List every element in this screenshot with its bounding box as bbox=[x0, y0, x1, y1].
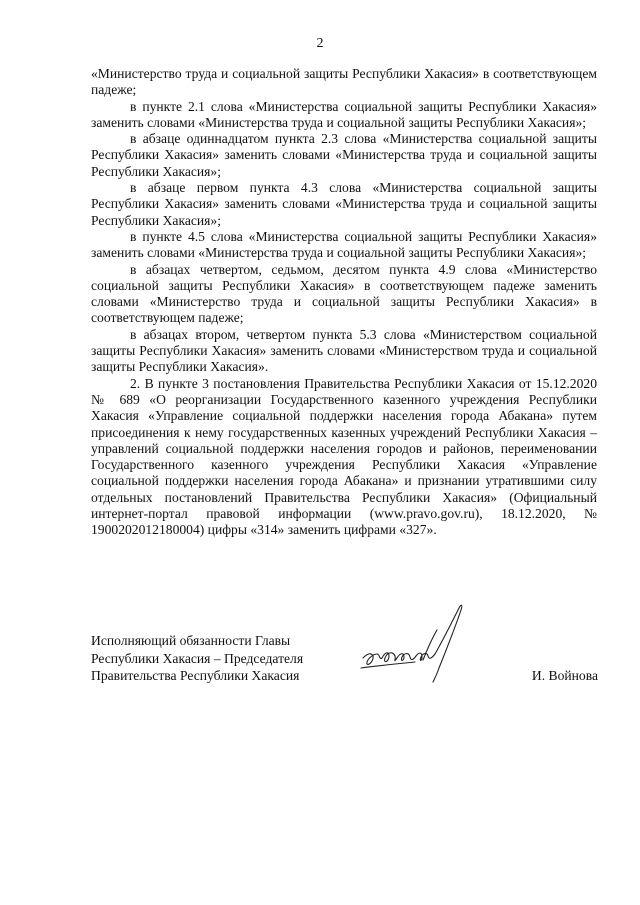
page-number: 2 bbox=[316, 36, 324, 51]
handwritten-signature bbox=[355, 596, 485, 691]
signatory-name: И. Войнова bbox=[531, 668, 598, 683]
paragraph-continuation: «Министерство труда и социальной защиты Республики Хакасия» в соответствующем падеже; bbox=[91, 66, 597, 98]
signatory-title-line: Правительства Республики Хакасия bbox=[91, 668, 300, 683]
paragraph: в абзацах втором, четвертом пункта 5.3 слова «Министерством социальной защиты Республики Хакасия» заменить словами «Министерством труда и социальной защиты Республики Хакасия». bbox=[91, 326, 597, 375]
signatory-title-line: Республики Хакасия – Председателя bbox=[91, 650, 304, 666]
signatory-title-line: Исполняющий обязанности Главы bbox=[91, 633, 291, 648]
paragraph: в пункте 2.1 слова «Министерства социальной защиты Республики Хакасия» заменить словами «Министерства труда и социальной защиты Республики Хакасия»; bbox=[91, 98, 597, 130]
paragraph: в пункте 4.5 слова «Министерства социальной защиты Республики Хакасия» заменить словами «Министерства труда и социальной защиты Республики Хакасия»; bbox=[91, 228, 597, 261]
paragraph: в абзаце первом пункта 4.3 слова «Министерства социальной защиты Республики Хакасия» заменить словами «Министерства труда и социальной защиты Республики Хакасия»; bbox=[91, 180, 597, 228]
paragraph: в абзацах четвертом, седьмом, десятом пункта 4.9 слова «Министерство социальной защиты Республики Хакасия» в соответствующем падеже заменить словами «Министерство труда и социальной защиты Республики Хакасия» в соответствующем падеже; bbox=[91, 261, 597, 326]
paragraph: в абзаце одиннадцатом пункта 2.3 слова «Министерства социальной защиты Республики Хакасия» заменить словами «Министерства труда и социальной защиты Республики Хакасия»; bbox=[91, 131, 597, 179]
document-body bbox=[91, 66, 597, 539]
paragraph-item-2: 2. В пункте 3 постановления Правительства Республики Хакасия от 15.12.2020 № 689 «О реорганизации Государственного казенного учреждения Республики Хакасия «Управление социальной поддержки населения города Абакана» путем присоединения к нему государственных казенных учреждений Республики Хакасия – управлений социальной поддержки населения городов и районов, переименовании Государственного казенного учреждения Республики Хакасия «Управление социальной поддержки населения города Абакана» и признании утратившими силу отдельных постановлений Правительства Республики Хакасия» (Официальный интернет-портал правовой информации (www.pravo.gov.ru), 18.12.2020, № 1900202012180004) цифры «314» заменить цифрами «327». bbox=[91, 375, 597, 538]
signatory-title bbox=[91, 632, 351, 685]
